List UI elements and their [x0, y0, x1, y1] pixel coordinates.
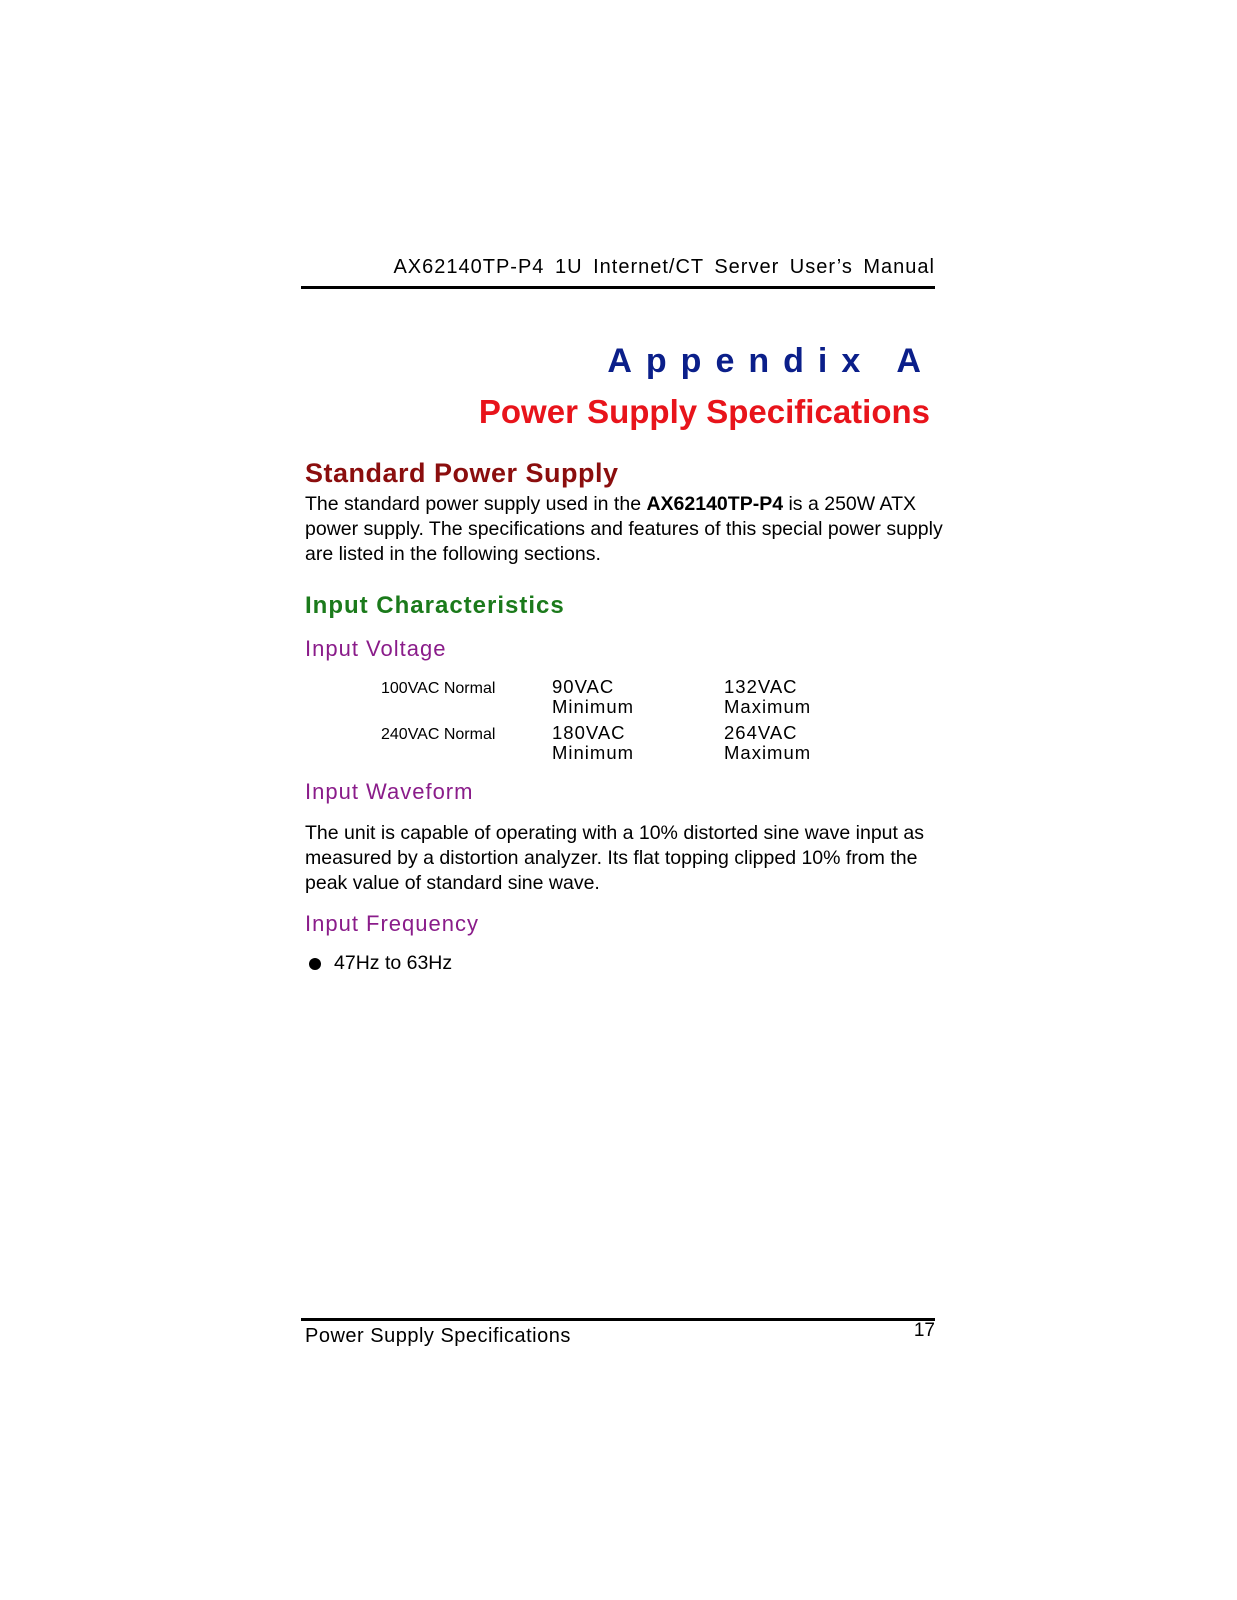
- chapter-title: Power Supply Specifications: [478, 393, 930, 430]
- model-name: AX62140TP-P4: [646, 493, 784, 515]
- min-voltage-label: Minimum: [552, 742, 635, 763]
- waveform-paragraph: The unit is capable of operating with a 10% distorted sine wave input as measured by a distortion analyzer. Its flat topping clipped 10% from the peak value of standard sine wave.: [305, 822, 924, 894]
- frequency-range: 47Hz to 63Hz: [334, 952, 453, 974]
- max-voltage-label: Maximum: [724, 742, 812, 763]
- input-waveform-heading: Input Waveform: [305, 779, 474, 804]
- appendix-label: Appendix A: [607, 342, 935, 380]
- header-rule: [301, 286, 935, 289]
- input-frequency-heading: Input Frequency: [305, 911, 479, 936]
- input-voltage-heading: Input Voltage: [305, 636, 447, 661]
- voltage-row-label: 100VAC Normal: [381, 680, 496, 697]
- footer-section-title: Power Supply Specifications: [305, 1325, 571, 1347]
- max-voltage-value: 132VAC: [724, 676, 798, 697]
- max-voltage-value: 264VAC: [724, 722, 798, 743]
- min-voltage-value: 180VAC: [552, 722, 626, 743]
- subsection-heading: Input Characteristics: [305, 592, 565, 619]
- intro-paragraph: [305, 492, 945, 567]
- intro-prefix: The standard power supply used in the: [305, 493, 647, 515]
- running-header: AX62140TP-P4 1U Internet/CT Server User’s Manual: [393, 256, 935, 278]
- min-voltage-value: 90VAC: [552, 676, 615, 697]
- voltage-row-label: 240VAC Normal: [381, 726, 496, 743]
- max-voltage-label: Maximum: [724, 696, 812, 717]
- page-number: 17: [913, 1320, 935, 1341]
- section-heading: Standard Power Supply: [305, 458, 619, 488]
- min-voltage-label: Minimum: [552, 696, 635, 717]
- footer-rule: [301, 1318, 935, 1321]
- bullet-icon: [309, 958, 321, 970]
- intro-suffix: is a 250W ATX power supply. The specifications and features of this special power supply are listed in the following sections.: [305, 493, 943, 565]
